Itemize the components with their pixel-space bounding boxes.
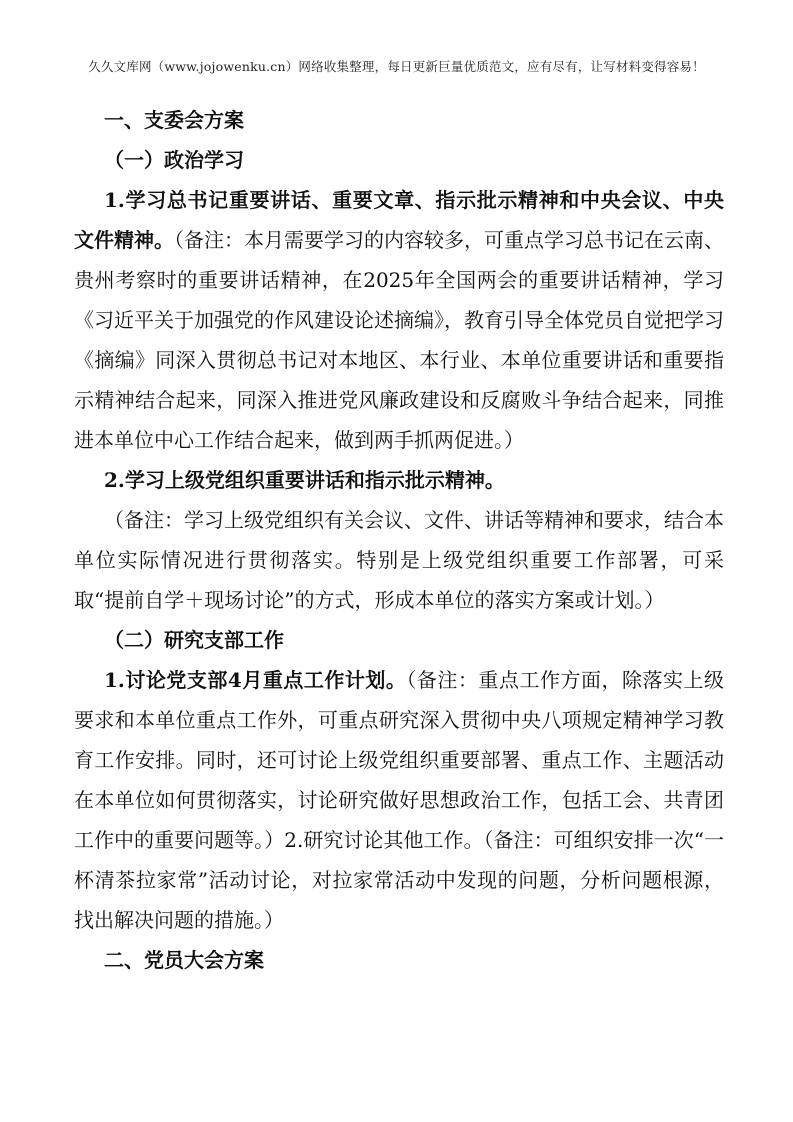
document-body — [74, 100, 724, 980]
paragraph-item-1 — [74, 180, 724, 460]
page-header: 久久文库网（www.jojowenku.cn）网络收集整理，每日更新巨量优质范文，应有尽有，让写材料变得容易！ — [88, 59, 705, 74]
subsection-2-title: （二）研究支部工作 — [104, 628, 284, 652]
item-2-note: （备注：学习上级党组织有关会议、文件、讲话等精神和要求，结合本单位实际情况进行贯彻落实。特别是上级党组织重要工作部署，可采取“提前自学＋现场讨论”的方式，形成本单位的落实方案或计划。） — [74, 508, 724, 612]
paragraph-item-2-note — [74, 500, 724, 620]
item-1-heading: 1.学习总书记重要讲话、重要文章、指示批示精神和中央会议、中央文件精神。 — [74, 188, 724, 252]
item-1-note: （备注：本月需要学习的内容较多，可重点学习总书记在云南、贵州考察时的重要讲话精神，在2025年全国两会的重要讲话精神，学习《习近平关于加强党的作风建设论述摘编》，教育引导全体党员自觉把学习《摘编》同深入贯彻总书记对本地区、本行业、本单位重要讲话和重要指示精神结合起来，同深入推进党风廉政建设和反腐败斗争结合起来，同推进本单位中心工作结合起来，做到两手抓两促进。） — [74, 228, 724, 452]
section-1-title: 一、支委会方案 — [104, 108, 244, 132]
item-2-heading: 2.学习上级党组织重要讲话和指示批示精神。 — [104, 468, 505, 492]
item-3-heading: 1.讨论党支部4月重点工作计划。 — [104, 668, 407, 692]
paragraph-item-3 — [74, 660, 724, 940]
item-3-note: （备注：重点工作方面，除落实上级要求和本单位重点工作外，可重点研究深入贯彻中央八项规定精神学习教育工作安排。同时，还可讨论上级党组织重要部署、重点工作、主题活动在本单位如何贯彻落实，讨论研究做好思想政治工作，包括工会、共青团工作中的重要问题等。）2.研究讨论其他工作。（备注：可组织安排一次“一杯清茶拉家常”活动讨论，对拉家常活动中发现的问题，分析问题根源，找出解决问题的措施。） — [74, 668, 725, 932]
section-2-title: 二、党员大会方案 — [104, 948, 264, 972]
paragraph-item-2 — [74, 460, 724, 500]
subsection-1-title: （一）政治学习 — [104, 148, 244, 172]
